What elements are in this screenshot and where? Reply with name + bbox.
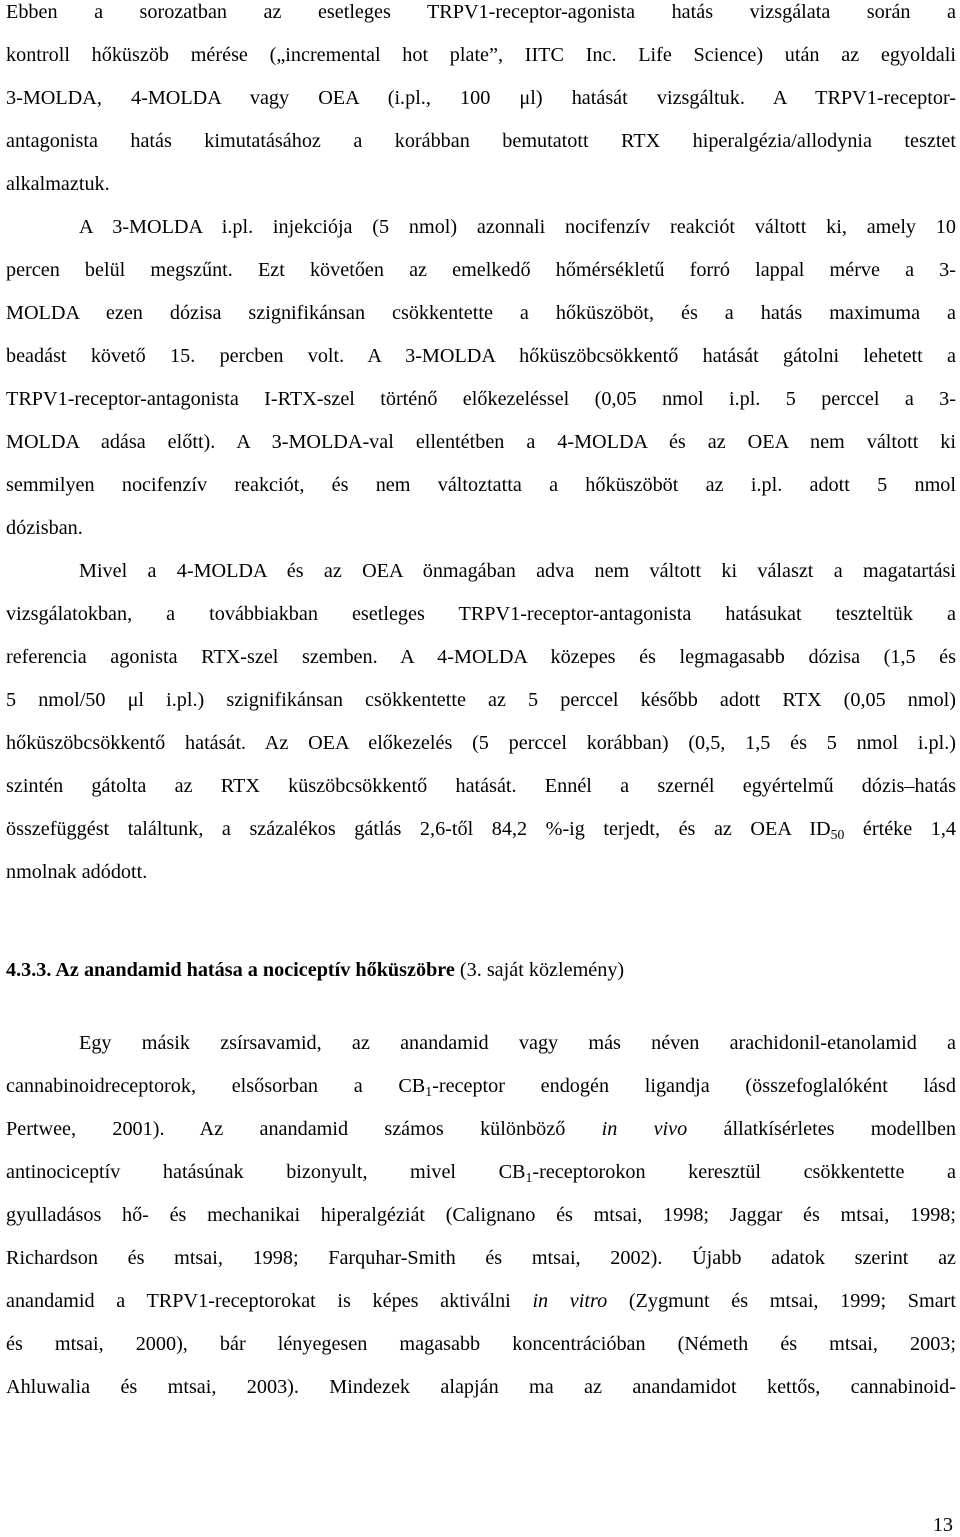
section-title: 4.3.3. Az anandamid hatása a nociceptív hőküszöbre <box>6 959 455 981</box>
text-line <box>6 1074 956 1098</box>
section-heading <box>6 958 956 982</box>
section-reference: (3. saját közlemény) <box>454 959 625 981</box>
text-line: beadást követő 15. percben volt. A 3-MOLDA hőküszöbcsökkentő hatását gátolni lehetett a <box>6 345 956 367</box>
text-line: kontroll hőküszöb mérése („incremental hot plate”, IITC Inc. Life Science) után az egyoldali <box>6 44 956 66</box>
page-number: 13 <box>932 1514 953 1536</box>
text-line: Egy másik zsírsavamid, az anandamid vagy más néven arachidonil-etanolamid a <box>79 1032 956 1054</box>
italic-term: in vivo <box>601 1118 688 1140</box>
text-line <box>6 1117 956 1141</box>
text-line: MOLDA ezen dózisa szignifikánsan csökkentette a hőküszöböt, és a hatás maximuma a <box>6 302 956 324</box>
text-line <box>6 1160 956 1184</box>
text-line: percen belül megszűnt. Ezt követően az emelkedő hőmérsékletű forró lappal mérve a 3- <box>6 259 956 281</box>
subscript: 1 <box>425 1083 433 1099</box>
text-line: dózisban. <box>6 517 83 539</box>
text-line: Ahluwalia és mtsai, 2003). Mindezek alapján ma az anandamidot kettős, cannabinoid- <box>6 1376 956 1398</box>
text-line <box>6 1289 956 1313</box>
subscript: 1 <box>525 1169 533 1185</box>
text-line: Mivel a 4-MOLDA és az OEA önmagában adva nem váltott ki választ a magatartási <box>79 560 956 582</box>
text-line: A 3-MOLDA i.pl. injekciója (5 nmol) azonnali nocifenzív reakciót váltott ki, amely 10 <box>79 216 956 238</box>
text-line: vizsgálatokban, a továbbiakban esetleges TRPV1-receptor-antagonista hatásukat teszteltük a <box>6 603 956 625</box>
italic-term: in vitro <box>532 1290 608 1312</box>
text-line: antagonista hatás kimutatásához a korábban bemutatott RTX hiperalgézia/allodynia tesztet <box>6 130 956 152</box>
text-line: Ebben a sorozatban az esetleges TRPV1-receptor-agonista hatás vizsgálata során a <box>6 1 956 23</box>
text-line <box>6 817 956 841</box>
text-segment: összefüggést találtunk, a százalékos gátlás 2,6-től 84,2 %-ig terjedt, és az OEA ID <box>6 818 831 840</box>
text-line: szintén gátolta az RTX küszöbcsökkentő hatását. Ennél a szernél egyértelmű dózis–hatás <box>6 775 956 797</box>
subscript: 50 <box>830 826 845 842</box>
text-line: nmolnak adódott. <box>6 861 148 883</box>
text-segment: cannabinoidreceptorok, elsősorban a CB <box>6 1075 426 1097</box>
text-line: és mtsai, 2000), bár lényegesen magasabb koncentrációban (Németh és mtsai, 2003; <box>6 1333 956 1355</box>
text-segment: -receptor endogén ligandja (összefoglalóként lásd <box>432 1075 957 1097</box>
text-line: referencia agonista RTX-szel szemben. A 4-MOLDA közepes és legmagasabb dózisa (1,5 és <box>6 646 956 668</box>
text-segment: értéke 1,4 <box>844 818 956 840</box>
text-line: MOLDA adása előtt). A 3-MOLDA-val ellentétben a 4-MOLDA és az OEA nem váltott ki <box>6 431 956 453</box>
text-segment: antinociceptív hatásúnak bizonyult, mivel CB <box>6 1161 526 1183</box>
text-line: hőküszöbcsökkentő hatását. Az OEA előkezelés (5 perccel korábban) (0,5, 1,5 és 5 nmol i.pl.) <box>6 732 956 754</box>
text-segment: állatkísérletes modellben <box>687 1118 957 1140</box>
text-line: gyulladásos hő- és mechanikai hiperalgéziát (Calignano és mtsai, 1998; Jaggar és mtsai, 1998; <box>6 1204 956 1226</box>
text-segment: anandamid a TRPV1-receptorokat is képes aktiválni <box>6 1290 533 1312</box>
text-segment: -receptorokon keresztül csökkentette a <box>532 1161 956 1183</box>
text-line: alkalmaztuk. <box>6 173 110 195</box>
text-line: 5 nmol/50 μl i.pl.) szignifikánsan csökkentette az 5 perccel később adott RTX (0,05 nmol) <box>6 689 956 711</box>
text-line: semmilyen nocifenzív reakciót, és nem változtatta a hőküszöböt az i.pl. adott 5 nmol <box>6 474 956 496</box>
text-line: TRPV1-receptor-antagonista I-RTX-szel történő előkezeléssel (0,05 nmol i.pl. 5 perccel a 3- <box>6 388 956 410</box>
text-segment: Pertwee, 2001). Az anandamid számos különböző <box>6 1118 602 1140</box>
text-line: 3-MOLDA, 4-MOLDA vagy OEA (i.pl., 100 μl) hatását vizsgáltuk. A TRPV1-receptor- <box>6 87 956 109</box>
text-line: Richardson és mtsai, 1998; Farquhar-Smith és mtsai, 2002). Újabb adatok szerint az <box>6 1247 956 1269</box>
text-segment: (Zygmunt és mtsai, 1999; Smart <box>607 1290 956 1312</box>
